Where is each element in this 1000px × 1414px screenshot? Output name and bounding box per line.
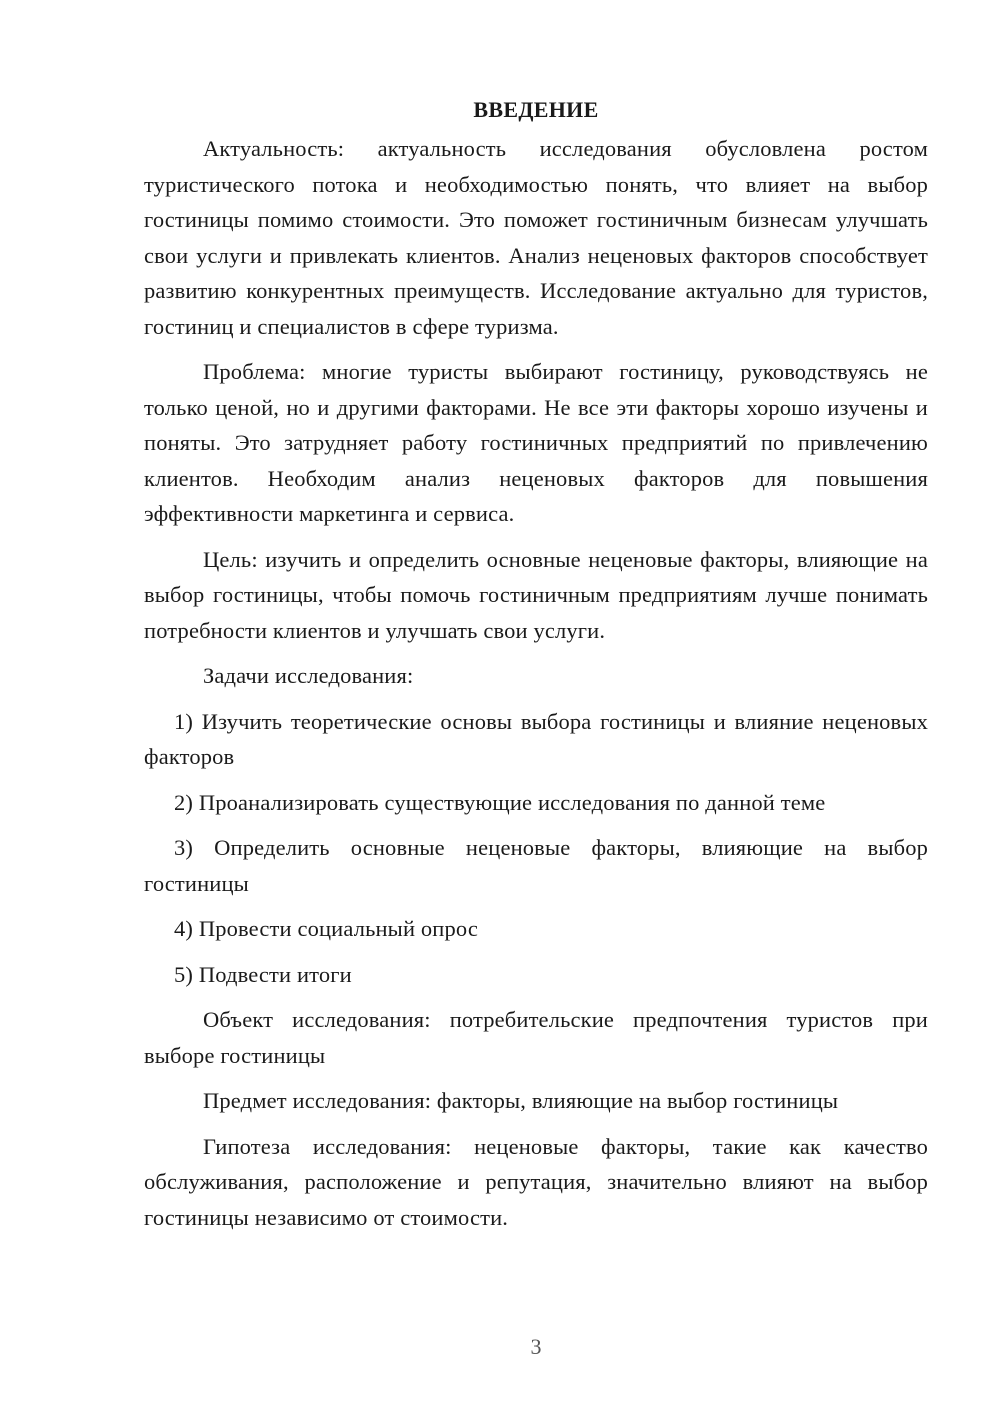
paragraph-object: Объект исследования: потребительские предпочтения туристов при выборе гостиницы <box>144 1007 928 1068</box>
task-item-2: 2) Проанализировать существующие исследования по данной теме <box>174 789 826 815</box>
task-item-5: 5) Подвести итоги <box>174 961 352 987</box>
section-heading: ВВЕДЕНИЕ <box>473 97 599 122</box>
page-number: 3 <box>530 1334 542 1359</box>
paragraph-subject: Предмет исследования: факторы, влияющие на выбор гостиницы <box>203 1088 839 1113</box>
paragraph-goal: Цель: изучить и определить основные неценовые факторы, влияющие на выбор гостиницы, чтобы помочь гостиничным предприятиям лучше понимать потребности клиентов и улучшать свои услуги. <box>144 546 928 643</box>
task-item-4: 4) Провести социальный опрос <box>174 916 478 941</box>
paragraph-relevance: Актуальность: актуальность исследования обусловлена ростом туристического потока и необходимостью понять, что влияет на выбор гостиницы помимо стоимости. Это поможет гостиничным бизнесам улучшать свои услуги и привлекать клиентов. Анализ неценовых факторов способствует развитию конкурентных преимуществ. Исследование актуально для туристов, гостиниц и специалистов в сфере туризма. <box>144 136 928 339</box>
paragraph-problem: Проблема: многие туристы выбирают гостиницу, руководствуясь не только ценой, но и другими факторами. Не все эти факторы хорошо изучены и поняты. Это затрудняет работу гостиничных предприятий по привлечению клиентов. Необходим анализ неценовых факторов для повышения эффективности маркетинга и сервиса. <box>144 359 928 526</box>
task-item-3: 3) Определить основные неценовые факторы, влияющие на выбор гостиницы <box>144 835 928 896</box>
document-page <box>144 92 928 1245</box>
paragraph-tasks-heading: Задачи исследования: <box>203 663 414 688</box>
task-item-1: 1) Изучить теоретические основы выбора гостиницы и влияние неценовых факторов <box>144 708 928 769</box>
paragraph-hypothesis: Гипотеза исследования: неценовые факторы, такие как качество обслуживания, расположение и репутация, значительно влияют на выбор гостиницы независимо от стоимости. <box>144 1133 928 1230</box>
